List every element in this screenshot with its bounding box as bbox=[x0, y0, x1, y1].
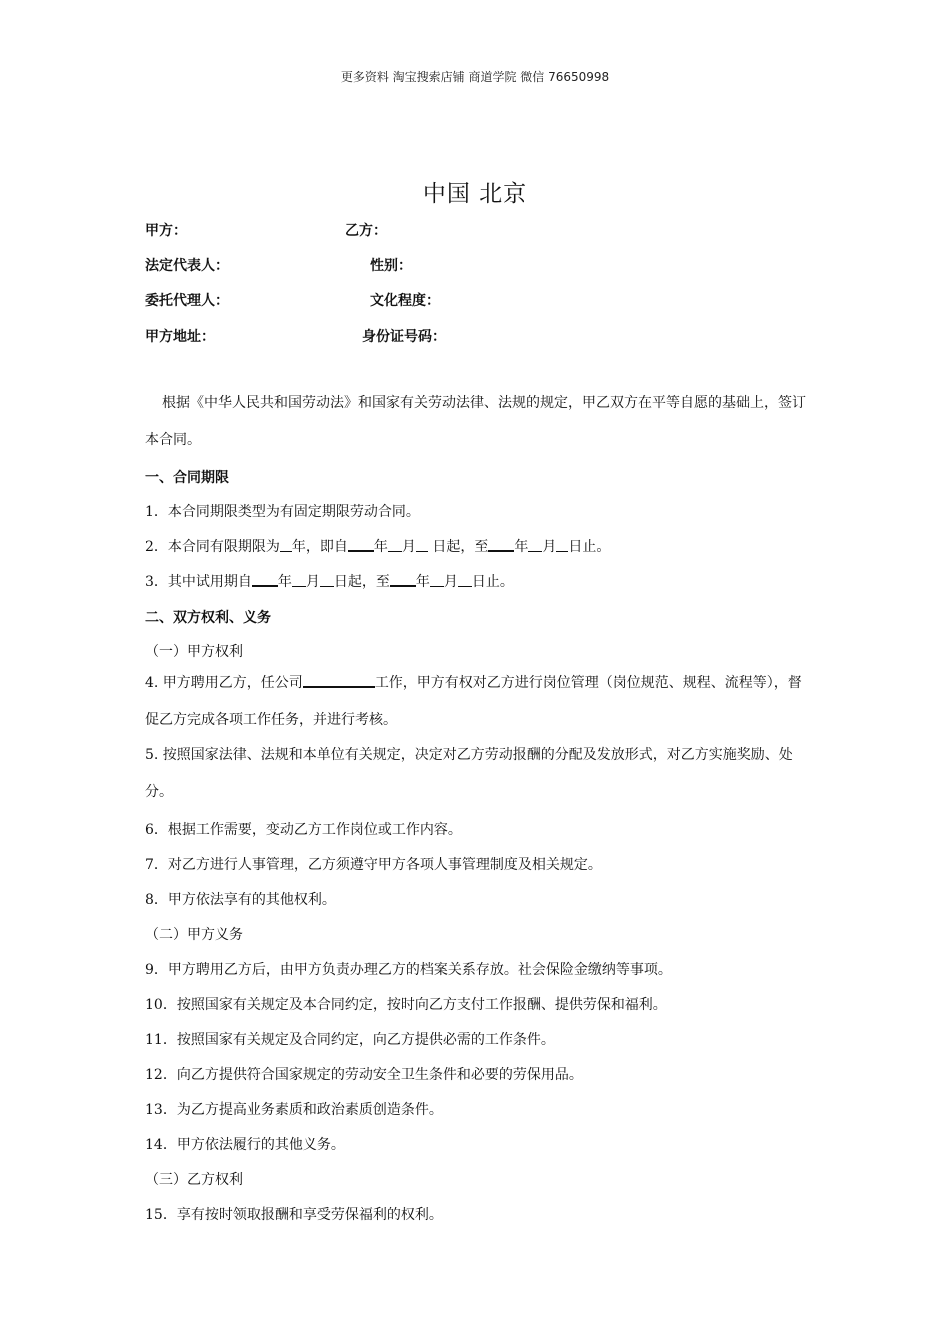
party-a-address-label: 甲方地址： bbox=[145, 329, 215, 345]
legal-rep-label: 法定代表人： bbox=[145, 258, 229, 274]
blank-field bbox=[292, 573, 306, 587]
party-b-label: 乙方： bbox=[345, 223, 387, 239]
clause-2-text-c: 年 bbox=[373, 539, 388, 555]
clause-2-text-e: 日起，至 bbox=[427, 539, 489, 555]
clause-6: 6．根据工作需要，变动乙方工作岗位或工作内容。 bbox=[145, 822, 462, 838]
clause-3 bbox=[145, 571, 514, 591]
clause-2-text-a: 2．本合同有限期限为 bbox=[145, 539, 280, 555]
clause-10: 10．按照国家有关规定及本合同约定，按时向乙方支付工作报酬、提供劳保和福利。 bbox=[145, 997, 667, 1013]
clause-2 bbox=[145, 536, 610, 556]
clause-3-text-e: 年 bbox=[415, 574, 430, 590]
clause-14: 14．甲方依法履行的其他义务。 bbox=[145, 1137, 345, 1153]
blank-field bbox=[458, 573, 472, 587]
blank-field bbox=[430, 573, 444, 587]
blank-field bbox=[416, 538, 428, 552]
blank-field bbox=[320, 573, 334, 587]
clause-2-text-f: 年 bbox=[514, 539, 529, 555]
document-title: 中国 北京 bbox=[422, 181, 528, 207]
clause-13: 13．为乙方提高业务素质和政治素质创造条件。 bbox=[145, 1102, 443, 1118]
clause-2-text-h: 日止。 bbox=[568, 539, 611, 555]
section-2-heading: 二、双方权利、义务 bbox=[145, 610, 271, 626]
clause-3-text-c: 月 bbox=[305, 574, 320, 590]
gender-label: 性别： bbox=[370, 258, 412, 274]
party-a-label: 甲方： bbox=[145, 223, 187, 239]
clause-7: 7．对乙方进行人事管理，乙方须遵守甲方各项人事管理制度及相关规定。 bbox=[145, 857, 602, 873]
clause-9: 9．甲方聘用乙方后，由甲方负责办理乙方的档案关系存放。社会保险金缴纳等事项。 bbox=[145, 962, 672, 978]
education-label: 文化程度： bbox=[370, 293, 440, 309]
clause-3-text-f: 月 bbox=[443, 574, 458, 590]
blank-field bbox=[280, 538, 292, 552]
blank-field bbox=[252, 572, 278, 587]
page-header-note: 更多资料 淘宝搜索店铺 商道学院 微信 76650998 bbox=[340, 70, 610, 84]
clause-5: 5. 按照国家法律、法规和本单位有关规定，决定对乙方劳动报酬的分配及发放形式，对乙方实施奖励、处分。 bbox=[145, 747, 793, 800]
id-number-label: 身份证号码： bbox=[362, 329, 446, 345]
intro-paragraph: 根据《中华人民共和国劳动法》和国家有关劳动法律、法规的规定，甲乙双方在平等自愿的基础上，签订本合同。 bbox=[145, 395, 806, 448]
blank-field bbox=[390, 572, 416, 587]
clause-2-text-d: 月 bbox=[401, 539, 416, 555]
blank-field bbox=[303, 673, 375, 688]
clause-3-text-g: 日止。 bbox=[471, 574, 514, 590]
subsection-party-b-rights: （三）乙方权利 bbox=[145, 1172, 243, 1188]
clause-4-text-b: 工作，甲方有权对乙方进行岗位管理（岗位规范、规程、流程等），督促乙方完成各项工作任务，并进行考核。 bbox=[145, 675, 802, 728]
clause-4 bbox=[145, 665, 815, 739]
agent-label: 委托代理人： bbox=[145, 293, 229, 309]
blank-field bbox=[528, 538, 542, 552]
blank-field bbox=[556, 538, 568, 552]
clause-3-text-a: 3．其中试用期自 bbox=[145, 574, 252, 590]
clause-1: 1．本合同期限类型为有固定期限劳动合同。 bbox=[145, 504, 420, 520]
clause-3-text-d: 日起，至 bbox=[333, 574, 390, 590]
clause-8: 8．甲方依法享有的其他权利。 bbox=[145, 892, 336, 908]
blank-field bbox=[348, 537, 374, 552]
clause-4-text-a: 4. 甲方聘用乙方，任公司 bbox=[145, 675, 303, 691]
clause-3-text-b: 年 bbox=[277, 574, 292, 590]
clause-15: 15．享有按时领取报酬和享受劳保福利的权利。 bbox=[145, 1207, 443, 1223]
subsection-party-a-duties: （二）甲方义务 bbox=[145, 927, 243, 943]
blank-field bbox=[388, 538, 402, 552]
clause-2-text-g: 月 bbox=[542, 539, 557, 555]
clause-12: 12．向乙方提供符合国家规定的劳动安全卫生条件和必要的劳保用品。 bbox=[145, 1067, 583, 1083]
blank-field bbox=[488, 537, 514, 552]
subsection-party-a-rights: （一）甲方权利 bbox=[145, 644, 243, 660]
clause-2-text-b: 年，即自 bbox=[291, 539, 348, 555]
section-1-heading: 一、合同期限 bbox=[145, 470, 229, 486]
clause-11: 11．按照国家有关规定及合同约定，向乙方提供必需的工作条件。 bbox=[145, 1032, 555, 1048]
